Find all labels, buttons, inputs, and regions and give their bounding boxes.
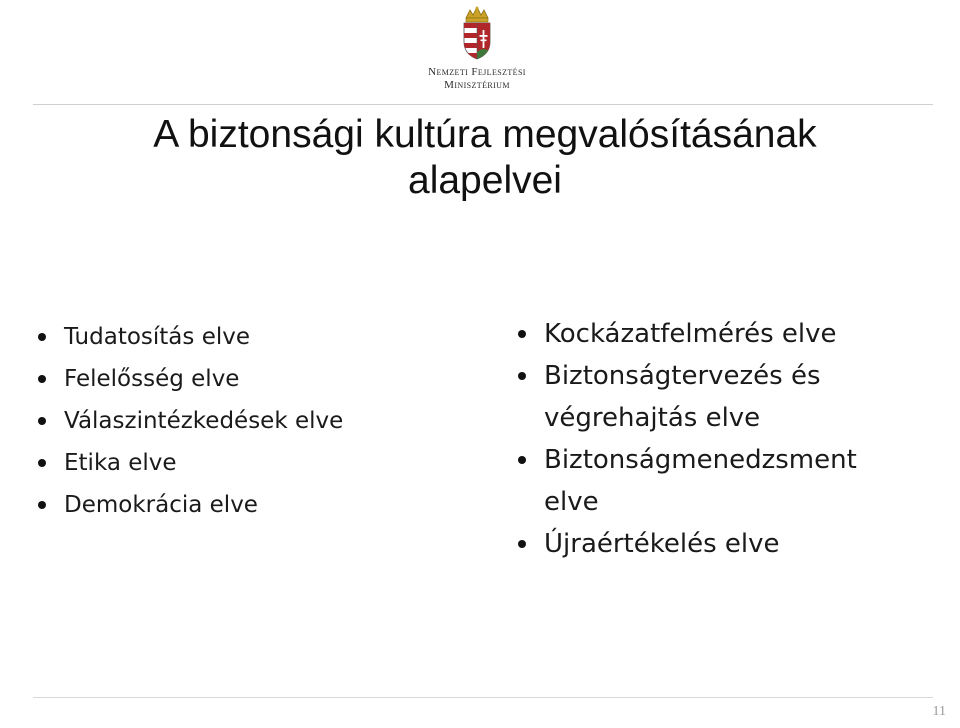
slide-title: [60, 112, 910, 204]
list-item: [510, 355, 930, 439]
bullet-icon: [518, 456, 526, 464]
right-principles-list: [510, 313, 930, 565]
list-item-label: Biztonságtervezés és: [544, 361, 821, 391]
ministry-logo: [412, 4, 542, 96]
list-item-label: Felelősség elve: [64, 366, 240, 392]
list-item-label-continued: végrehajtás elve: [544, 403, 761, 433]
bullet-icon: [518, 540, 526, 548]
list-item: [510, 439, 930, 523]
list-item: [510, 313, 930, 355]
list-item: [30, 484, 450, 526]
footer-divider: [33, 697, 933, 698]
list-item: [30, 442, 450, 484]
list-item-label: Biztonságmenedzsment: [544, 445, 857, 475]
list-item: [510, 523, 930, 565]
list-item: [30, 400, 450, 442]
list-item-label-continued: elve: [544, 487, 599, 517]
list-item-label: Kockázatfelmérés elve: [544, 319, 837, 349]
slide-title-line2: alapelvei: [408, 159, 562, 202]
ministry-name-line2: Minisztérium: [444, 79, 510, 91]
list-item: [30, 358, 450, 400]
ministry-name-line1: Nemzeti Fejlesztési: [428, 66, 526, 78]
coat-of-arms-icon: [460, 6, 494, 60]
list-item-label: Demokrácia elve: [64, 492, 258, 518]
bullet-icon: [38, 459, 46, 467]
slide-title-line1: A biztonsági kultúra megvalósításának: [153, 113, 817, 156]
list-item-label: Tudatosítás elve: [64, 324, 250, 350]
bullet-icon: [38, 501, 46, 509]
bullet-icon: [38, 375, 46, 383]
bullet-icon: [518, 372, 526, 380]
page-number: 11: [932, 704, 946, 719]
list-item-label: Újraértékelés elve: [544, 529, 780, 559]
bullet-icon: [518, 330, 526, 338]
header-divider: [33, 104, 933, 105]
left-principles-list: [30, 316, 450, 526]
list-item-label: Etika elve: [64, 450, 177, 476]
list-item-label: Válaszintézkedések elve: [64, 408, 344, 434]
bullet-icon: [38, 333, 46, 341]
ministry-name: [412, 66, 542, 92]
bullet-icon: [38, 417, 46, 425]
list-item: [30, 316, 450, 358]
